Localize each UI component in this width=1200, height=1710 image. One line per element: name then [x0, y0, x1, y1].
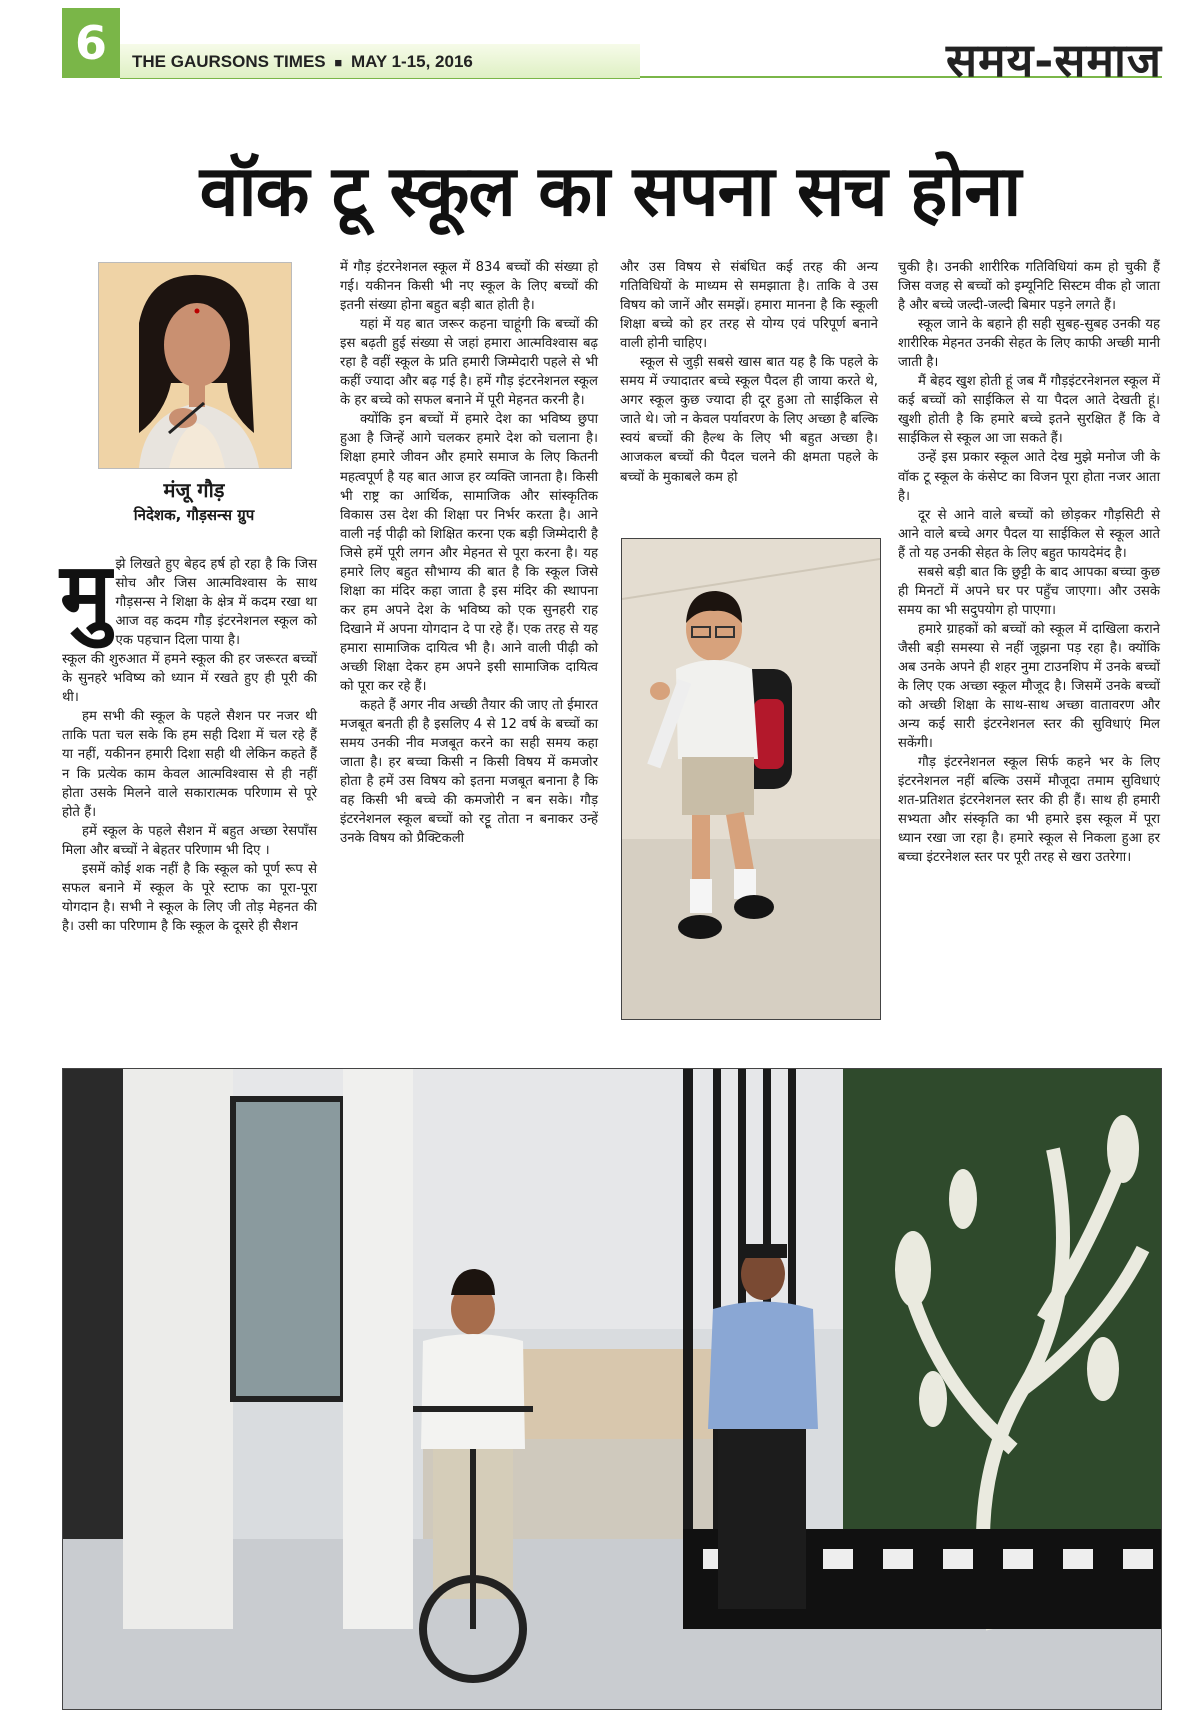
page-number: 6: [62, 8, 120, 78]
paragraph: उन्हें इस प्रकार स्कूल आते देख मुझे मनोज जी के वॉक टू स्कूल के कंसेप्ट का विजन पूरा होता नजर आता है।: [898, 450, 1160, 504]
paragraph: स्कूल से जुड़ी सबसे खास बात यह है कि पहले के समय में ज्यादातर बच्चे स्कूल पैदल ही जाया करते थे, अगर स्कूल कुछ ज्यादा ही दूर हुआ तो साईकिल से जाते थे। जो न केवल पर्यावरण के लिए अच्छा है बल्कि स्वयं बच्चों की हैल्थ के लिए भी बहुत अच्छा है। आजकल बच्चों की पैदल चलने की क्षमता पहले के बच्चों के मुकाबले कम हो: [620, 355, 878, 485]
paragraph: मैं बेहद खुश होती हूं जब मैं गौड़इंटरनेशनल स्कूल में कई बच्चों को साईकिल से या पैदल आते देखती हूं। खुशी होती है कि हमारे बच्चे इतने सुरक्षित हैं कि वे साईकिल से स्कूल आ जा सकते हैं।: [898, 374, 1160, 447]
publication-name: THE GAURSONS TIMES: [132, 52, 326, 71]
paragraph: कहते हैं अगर नीव अच्छी तैयार की जाए तो ईमारत मजबूत बनती ही है इसलिए 4 से 12 वर्ष के बच्चों का समय उनकी नीव मजबूत करने का सही समय कहा जाता है। हर बच्चा किसी न किसी विषय में कमजोर होता है हमें उस विषय को इतना मजबूत बनाना है कि वह किसी भी बच्चे की कमजोरी न बन सके। गौड़ इंटरनेशनल स्कूल बच्चों को रट्टू तोता न बनाकर उन्हें उनके विषय को प्रैक्टिकली: [340, 698, 598, 847]
separator-square: ■: [334, 55, 343, 70]
author-photo: [98, 262, 292, 469]
paragraph: दूर से आने वाले बच्चों को छोड़कर गौड़सिटी से आने वाले बच्चे अगर पैदल या साईकिल से स्कूल आते हैं तो यह उनकी सेहत के लिए बहुत फायदेमंद है।: [898, 507, 1160, 561]
paragraph: इसमें कोई शक नहीं है कि स्कूल को पूर्ण रूप से सफल बनाने में स्कूल के पूरे स्टाफ का पूरा-पूरा योगदान है। सभी ने स्कूल के लिए जी तोड़ मेहनत की है। उसी का परिणाम है कि स्कूल के दूसरे ही सैशन: [62, 861, 317, 934]
paragraph: क्योंकि इन बच्चों में हमारे देश का भविष्य छुपा हुआ है जिन्हें आगे चलकर हमारे देश को चलाना है। शिक्षा हमारे जीवन और हमारे समाज के लिए कितनी महत्वपूर्ण है यह बात आज हर व्यक्ति जानता है। किसी भी राष्ट्र का आर्थिक, सामाजिक और सांस्कृतिक विकास उस देश की शिक्षा पर निर्भर करता है। आने वाली नई पीढ़ी को शिक्षित करना एक बड़ी जिम्मेदारी है जिसे हमें पूरी लगन और मेहनत से पूरा करना है। यह हमारे लिए बहुत सौभाग्य की बात है कि स्कूल जिसे शिक्षा का मंदिर कहा जाता है इस मंदिर की स्थापना कर हम अपने देश के भविष्य को एक सुनहरी राह दिखाने में अपना योगदान दे पा रहे हैं। एक तरह से यह हमारा सामाजिक दायित्व भी है। आने वाली पीढ़ी को अच्छी शिक्षा देकर हम अपने इसी सामाजिक दायित्व को पूरा कर रहे हैं।: [340, 412, 598, 695]
paragraph: यहां में यह बात जरूर कहना चाहूंगी कि बच्चों की इस बढ़ती हुई संख्या से जहां हमारा आत्मविश्वास बढ़ रहा है वहीं स्कूल के प्रति हमारी जिम्मेदारी पहले से भी कहीं ज्यादा और बढ़ गई है। हमें गौड़ इंटरनेशनल स्कूल के हर बच्चे को सफल बनाने में पूरी मेहनत करनी है।: [340, 317, 598, 409]
paragraph: गौड़ इंटरनेशनल स्कूल सिर्फ कहने भर के लिए इंटरनेशनल नहीं बल्कि उसमें मौजूदा तमाम सुविधाएं शत-प्रतिशत इंटरनेशनल स्तर की ही हैं। साथ ही हमारी सभ्यता और संस्कृति का भी हमारे इस स्कूल में पूरा ध्यान रखा जा रहा है। हमारे स्कूल से निकला हुआ हर बच्चा इंटरनेशल स्तर पर पूरी तरह से खरा उतरेगा।: [898, 755, 1160, 866]
paragraph: स्कूल जाने के बहाने ही सही सुबह-सुबह उनकी यह शारीरिक मेहनत उनकी सेहत के लिए काफी अच्छी मानी जाती है।: [898, 317, 1160, 371]
article-column-2: [340, 258, 598, 848]
paragraph: में गौड़ इंटरनेशनल स्कूल में 834 बच्चों की संख्या हो गई। यकीनन किसी भी नए स्कूल के लिए बच्चों की इतनी संख्या होना बहुत बड़ी बात होती है।: [340, 260, 598, 314]
publication-line: [132, 52, 473, 72]
paragraph: चुकी है। उनकी शारीरिक गतिविधियां कम हो चुकी हैं जिस वजह से बच्चों को इम्यूनिटि सिस्टम वीक हो जाता है और बच्चे जल्दी-जल्दी बिमार पड़ने लगते हैं।: [898, 260, 1160, 314]
paragraph: सबसे बड़ी बात कि छुट्टी के बाद आपका बच्चा कुछ ही मिनटों में अपने घर पर पहुँच जाएगा। और उसके समय का भी सदुपयोग हो पाएगा।: [898, 564, 1160, 618]
paragraph-text: झे लिखते हुए बेहद हर्ष हो रहा है कि जिस सोच और जिस आत्मविश्वास के साथ गौड़सन्स ने शिक्षा के क्षेत्र में कदम रखा था आज वह कदम गौड़ इंटरनेशनल स्कूल को एक पहचान दिला पाया है।: [115, 557, 317, 649]
paragraph: हमारे ग्राहकों को बच्चों को स्कूल में दाखिला कराने जैसी बड़ी समस्या से नहीं जूझना पड़ रहा है। क्योंकि अब उनके अपने ही शहर नुमा टाउनशिप में उनके बच्चों के लिए एक अच्छा स्कूल मौजूद है। जिसमें उनके बच्चों को अच्छी शिक्षा के साथ-साथ अच्छा वातावरण और अन्य कई सारी इंटरनेशनल स्तर की सुविधाएं मिल सकेंगी।: [898, 621, 1160, 752]
article-column-3: [620, 258, 878, 487]
drop-cap: मु: [60, 545, 112, 645]
section-name: समय-समाज: [945, 33, 1162, 87]
boy-walking-photo: [621, 538, 881, 1020]
page-header: [62, 8, 1162, 87]
article-column-4: [898, 258, 1160, 868]
school-gate-photo: [62, 1068, 1162, 1710]
author-role: निदेशक, गौड़सन्स ग्रुप: [133, 506, 255, 524]
paragraph: स्कूल की शुरुआत में हमने स्कूल की हर जरूरत बच्चों के सुनहरे भविष्य को ध्यान में रखते हुए ही पूरी की थी।: [62, 652, 317, 706]
issue-date: MAY 1-15, 2016: [350, 52, 473, 71]
author-name: मंजू गौड़: [163, 478, 225, 502]
article-column-1: [60, 545, 317, 936]
paragraph: [60, 545, 317, 650]
paragraph: और उस विषय से संबंधित कई तरह की अन्य गतिविधियों के माध्यम से समझाता है। ताकि वे उस विषय को जानें और समझें। हमारा मानना है कि स्कूली शिक्षा बच्चे को हर तरह से योग्य एवं परिपूर्ण बनाने वाली होनी चाहिए।: [620, 260, 878, 352]
paragraph: हम सभी की स्कूल के पहले सैशन पर नजर थी ताकि पता चल सके कि हम सही दिशा में चल रहे हैं या नहीं, यकीनन हमारी दिशा सही थी लेकिन कहते हैं न कि प्रत्येक काम केवल आत्मविश्वास से ही नहीं होता उसके मिलने वाले सकारात्मक परिणाम से पूरे होते हैं।: [62, 709, 317, 820]
headline: वॉक टू स्कूल का सपना सच होना: [199, 150, 1021, 232]
paragraph: हमें स्कूल के पहले सैशन में बहुत अच्छा रेसपॉंस मिला और बच्चों ने बेहतर परिणाम भी दिए ।: [62, 823, 317, 858]
